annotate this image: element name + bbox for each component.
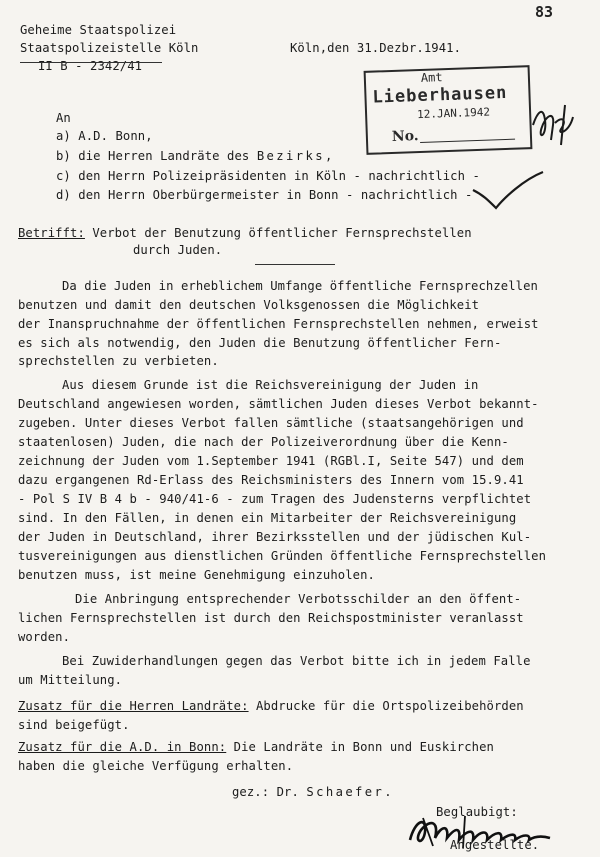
- zusatz-ad-bonn: [18, 739, 494, 755]
- signature-certified-label: Beglaubigt:: [436, 805, 518, 819]
- handwritten-initials: [525, 95, 585, 155]
- body-line-18: lichen Fernsprechstellen ist durch den Reichspostminister veranlasst: [18, 611, 524, 625]
- addressee-b-district: Bezirks,: [256, 149, 335, 163]
- body-line-12: - Pol S IV B 4 b - 940/41-6 - zum Tragen des Judensterns verpflichtet: [18, 492, 532, 506]
- stamp-office-label: Amt: [420, 70, 443, 85]
- body-line-3: der Inanspruchnahme der öffentlichen Fernsprechstellen nehmen, erweist: [18, 317, 539, 331]
- zusatz-ad-bonn-label: Zusatz für die A.D. in Bonn:: [18, 740, 227, 754]
- receipt-stamp: [364, 65, 533, 155]
- body-line-9: staatenlosen) Juden, die nach der Polizeiverordnung über die Kenn-: [18, 435, 509, 449]
- stamp-number-label: No.: [391, 128, 419, 145]
- addressee-b: [56, 148, 335, 164]
- body-line-13: sind. In den Fällen, in denen ein Mitarbeiter der Reichsvereinigung: [18, 511, 517, 525]
- subject-text-2: durch Juden.: [133, 243, 223, 257]
- header-reference: II B - 2342/41: [38, 59, 143, 73]
- signature-role: Angestellte.: [450, 838, 540, 852]
- header-agency: Geheime Staatspolizei: [20, 23, 177, 37]
- body-line-15: tusvereinigungen aus dienstlichen Gründen öffentliche Fernsprechstellen: [18, 549, 547, 563]
- zusatz-ad-bonn-text-2: haben die gleiche Verfügung erhalten.: [18, 759, 294, 773]
- stamp-date: 12.JAN.1942: [416, 105, 491, 122]
- body-line-4: es sich als notwendig, den Juden die Benutzung öffentlicher Fern-: [18, 336, 502, 350]
- handwritten-check-mark: [468, 170, 548, 215]
- body-line-6: Aus diesem Grunde ist die Reichsvereinigung der Juden in: [62, 378, 479, 392]
- subject-divider: [255, 264, 335, 265]
- header-place-date: Köln,den 31.Dezbr.1941.: [290, 41, 462, 55]
- header-underline: [20, 62, 162, 63]
- body-line-17: Die Anbringung entsprechender Verbotsschilder an den öffent-: [75, 592, 522, 606]
- addressee-b-prefix: b) die Herren Landräte des: [56, 149, 257, 163]
- body-line-20: Bei Zuwiderhandlungen gegen das Verbot bitte ich in jedem Falle: [62, 654, 531, 668]
- header-office: Staatspolizeistelle Köln: [20, 41, 199, 55]
- signature-gez: [232, 784, 394, 800]
- body-line-2: benutzen und damit den deutschen Volksgenossen die Möglichkeit: [18, 298, 480, 312]
- zusatz-landraete: [18, 698, 524, 714]
- stamp-place: Lieberhausen: [372, 82, 508, 108]
- body-line-14: der Juden in Deutschland, ihrer Bezirksstellen und der jüdischen Kul-: [18, 530, 532, 544]
- body-line-10: zeichnung der Juden vom 1.September 1941 (RGBl.I, Seite 547) und dem: [18, 454, 524, 468]
- addressee-an: An: [56, 111, 71, 125]
- addressee-a: a) A.D. Bonn,: [56, 129, 153, 143]
- body-line-7: Deutschland angewiesen worden, sämtlichen Juden dieses Verbot bekannt-: [18, 397, 539, 411]
- page-number: 83: [535, 3, 554, 21]
- body-line-16: benutzen muss, ist meine Genehmigung einzuholen.: [18, 568, 375, 582]
- zusatz-landraete-text-2: sind beigefügt.: [18, 718, 130, 732]
- zusatz-landraete-text-1: Abdrucke für die Ortspolizeibehörden: [248, 699, 524, 713]
- stamp-number-line: [420, 139, 515, 143]
- subject-text-1: Verbot der Benutzung öffentlicher Fernsprechstellen: [84, 226, 472, 240]
- body-line-21: um Mitteilung.: [18, 673, 123, 687]
- zusatz-landraete-label: Zusatz für die Herren Landräte:: [18, 699, 249, 713]
- addressee-c: c) den Herrn Polizeipräsidenten in Köln - nachrichtlich -: [56, 169, 480, 183]
- zusatz-ad-bonn-text-1: Die Landräte in Bonn und Euskirchen: [226, 740, 494, 754]
- body-line-1: Da die Juden in erheblichem Umfange öffentliche Fernsprechzellen: [62, 279, 538, 293]
- body-line-5: sprechstellen zu verbieten.: [18, 354, 219, 368]
- subject-line: [18, 225, 472, 241]
- addressee-d: d) den Herrn Oberbürgermeister in Bonn - nachrichtlich -: [56, 188, 473, 202]
- signature-name: Schaefer.: [306, 785, 395, 799]
- subject-label: Betrifft:: [18, 226, 85, 240]
- body-line-8: zugeben. Unter dieses Verbot fallen sämtliche (staatsangehörigen und: [18, 416, 524, 430]
- signature-gez-label: gez.: Dr.: [232, 785, 307, 799]
- body-line-19: worden.: [18, 630, 71, 644]
- body-line-11: dazu ergangenen Rd-Erlass des Reichsministers des Innern vom 15.9.41: [18, 473, 524, 487]
